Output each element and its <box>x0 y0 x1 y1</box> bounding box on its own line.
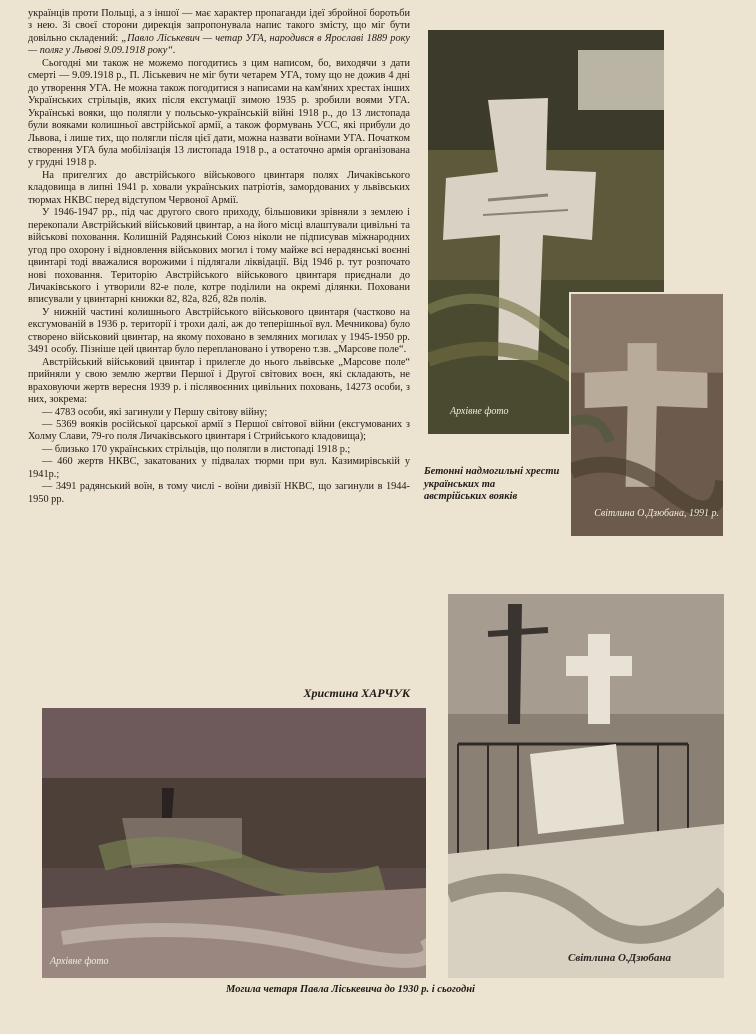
list-item: — 4783 особи, які загинули у Першу світову війну; <box>42 406 268 418</box>
article-paragraph: У нижній частині колишнього Австрійського військового цвинтаря (частково на ексгумованій в 1936 р. території і трохи далі, аж до теперішньої вул. Мечникова) було створено військовий цвинтар, на якому поховано в земляних могилах у 1945-1950 рр. 3491 особу. Пізніше цей цвинтар було переплановано і утворено т.зв. „Марсове поле“. <box>28 306 410 356</box>
article-author: Христина ХАРЧУК <box>303 686 410 700</box>
list-item: — 3491 радянський воїн, в тому числі - воїни дивізії НКВС, що загинули в 1944-1950 рр. <box>28 481 410 505</box>
list-item: — 460 жертв НКВС, закатованих у підвалах тюрми при вул. Казимирівській у 1941р.; <box>28 456 410 480</box>
inscription-quote: „Павло Ліськевич — четар УГА, народився в Ярославі 1889 року — поляг у Львові 9.09.1918 року“. <box>28 32 410 57</box>
article-paragraph: У 1946-1947 рр., під час другого свого приходу, більшовики зрівняли з землею і перекопали Австрійський військовий цвинтар, а на його місці влаштували цивільні та військові поховання. Колишній Радянський Союз ніколи не підписував міжнародних угод про охорону і відновлення військових могил і тому майже всі нерадянські воєнні цвинтарі тоді вважалися ворожими і підлягали ліквідації. Від 1946 р. тут розпочато нові поховання. Територію Австрійського військового цвинтаря приєднали до Личаківського і утворили 82-е поле, котре поділили на окремі ділянки. Поховани вписували у цвинтарні книжки 82, 82а, 82б, 82в полів. <box>28 207 410 306</box>
photo-image <box>42 708 426 978</box>
grave-archive-photo <box>42 708 426 978</box>
article-column <box>28 8 410 506</box>
cross-inset-photo <box>569 292 725 538</box>
photo-credit: Архівне фото <box>50 956 109 967</box>
article-paragraph <box>28 8 410 58</box>
photo-credit: Світлина О.Дзюбана, 1991 р. <box>594 508 719 519</box>
photo-caption: Могила четаря Павла Ліськевича до 1930 р. і сьогодні <box>226 984 475 995</box>
article-paragraph: Австрійський військовий цвинтар і прилегле до нього львівське „Марсове поле“ прийняли у свою землю жертви Першої і Другої світових воєн, які складають, не враховуючи жертв вересня 1939 р. і післявоєнних цивільних поховань, 14273 особи, з них, зокрема: <box>28 356 410 406</box>
photo-credit: Світлина О.Дзюбана <box>568 952 671 964</box>
article-paragraph: На пригелгих до австрійського військового цвинтаря полях Личаківського кладовища в липні 1941 р. ховали українських патріотів, замордованих у львівських тюрмах НКВС перед відступом Червоної Армії. <box>28 169 410 206</box>
article-paragraph: Сьогодні ми також не можемо погодитись з цим написом, бо, виходячи з дати смерті — 9.09.1918 р., П. Ліськевич не міг бути четарем УГА, тому що не дожив 4 дні до утворення УГА. Не можна також погодитися з написами на кам'яних хрестах інших Українських стрільців, яких після ексгумації зимою 1935 р. зробили воями УГА. Українські вояки, що полягли у польсько-українській війні 1918 р., до 13 листопада були вояками колишньої австрійської армії, а також формувань УСС, які прибули до Львова, і лише тих, що полягли після цієї дати, можна назвати воїнами УГА. Початком створення УГА була мобілізація 13 листопада 1918 р., а остаточно армія організована у грудні 1918 р. <box>28 57 410 169</box>
photo-image <box>571 294 723 536</box>
photo-image <box>448 594 724 978</box>
photo-credit: Архівне фото <box>450 406 509 417</box>
paragraph-text: українців проти Польщі, а з іншої — має характер пропаганди ідеї збройної боротьби з нею. Зі своєї сторони дирекція запропонувала напис такого змісту, що міг бути довільно складений: <box>28 8 410 44</box>
photo-caption: Бетонні надмогильні хрести українських та австрійських вояків <box>424 466 560 502</box>
list-item: — 5369 вояків російської царської армії з Першої світової війни (ексгумованих з Холму Слави, 79-го поля Личаківського цвинтаря і Стрийського кладовища); <box>28 418 410 443</box>
grave-today-photo <box>448 594 724 978</box>
list-item: — близько 170 українських стрільців, що полягли в листопаді 1918 р.; <box>42 443 351 455</box>
